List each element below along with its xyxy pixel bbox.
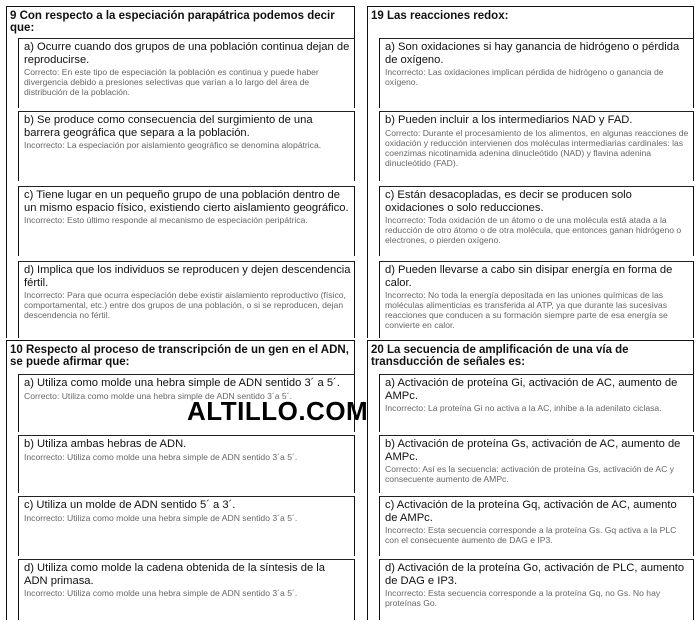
option-text: c) Están desacopladas, es decir se producen solo oxidaciones o solo reducciones. bbox=[385, 189, 632, 214]
option-feedback: Incorrecto: Esta secuencia corresponde a la proteína Gs. Gq activa a la PLC con el consecuente aumento de DAG e IP3. bbox=[385, 525, 677, 545]
question-10-option-c[interactable] bbox=[6, 496, 355, 556]
option-feedback: Incorrecto: Toda oxidación de un átomo o de una molécula está atada a la reducción de otro átomo o de otra molécula, que entonces ganan hidrógeno o electrones, o pierden oxígeno. bbox=[385, 215, 682, 245]
question-9-title-text: 9 Con respecto a la especiación parapátrica podemos decir que: bbox=[10, 10, 335, 34]
question-10-option-d[interactable] bbox=[6, 559, 355, 620]
option-feedback: Incorrecto: No toda la energía depositada en las uniones químicas de las moléculas alimenticias es transferida al ATP, ya que durante las sucesivas reacciones que conducen a su formación siempre parte de esa energía se convierte en calor. bbox=[385, 290, 668, 330]
option-feedback: Incorrecto: Las oxidaciones implican pérdida de hidrógeno o ganancia de oxígeno. bbox=[385, 67, 664, 87]
option-feedback: Correcto: Durante el procesamiento de los alimentos, en algunas reacciones de oxidación y reducción intervienen dos moléculas intermediarias cardinales: las coenzimas nicotinamida adenina dinucleótido (NAD) y flavina adenina dinucleótido (FAD). bbox=[385, 127, 689, 168]
option-text: b) Se produce como consecuencia del surgimiento de una barrera geográfica que separa a la población. bbox=[24, 114, 313, 139]
option-text: c) Tiene lugar en un pequeño grupo de una población dentro de un mismo espacio físico, existiendo cierto aislamiento geográfico. bbox=[24, 189, 349, 214]
option-text: c) Activación de la proteína Gq, activación de AC, aumento de AMPc. bbox=[385, 499, 677, 524]
option-text: a) Son oxidaciones si hay ganancia de hidrógeno o pérdida de oxígeno. bbox=[385, 41, 680, 66]
option-feedback: Incorrecto: Esta secuencia corresponde a la proteína Gq, no Gs. No hay proteínas Go. bbox=[385, 588, 661, 608]
option-text: a) Ocurre cuando dos grupos de una población continua dejan de reproducirse. bbox=[24, 41, 350, 66]
question-19-option-d[interactable] bbox=[367, 261, 694, 338]
option-text: c) Utiliza un molde de ADN sentido 5´ a 3´. bbox=[24, 499, 236, 511]
question-20-title bbox=[367, 340, 694, 374]
option-text: b) Pueden incluir a los intermediarios NAD y FAD. bbox=[385, 114, 633, 126]
question-9-option-a[interactable] bbox=[6, 38, 355, 108]
option-text: d) Activación de la proteína Go, activación de PLC, aumento de DAG e IP3. bbox=[385, 562, 685, 587]
option-feedback: Incorrecto: Esto último responde al mecanismo de especiación peripátrica. bbox=[24, 215, 308, 225]
question-19-title-text: 19 Las reacciones redox: bbox=[371, 10, 509, 22]
option-feedback: Correcto: En este tipo de especiación la población es continua y puede haber divergencia debido a presiones selectivas que varían a lo largo del área de distribución de la población. bbox=[24, 67, 319, 97]
option-text: b) Utiliza ambas hebras de ADN. bbox=[24, 438, 187, 450]
option-feedback: Correcto: Utiliza como molde una hebra simple de ADN sentido 3´a 5´. bbox=[24, 390, 292, 401]
question-20-title-text: 20 La secuencia de amplificación de una vía de transducción de señales es: bbox=[371, 344, 629, 368]
question-9-option-b[interactable] bbox=[6, 111, 355, 181]
option-feedback: Incorrecto: Utiliza como molde una hebra simple de ADN sentido 3´a 5´. bbox=[24, 512, 298, 523]
option-text: b) Activación de proteína Gs, activación de AC, aumento de AMPc. bbox=[385, 438, 681, 463]
exam-page bbox=[6, 6, 694, 626]
question-19-title bbox=[367, 6, 694, 38]
option-text: a) Activación de proteína Gi, activación de AC, aumento de AMPc. bbox=[385, 377, 678, 402]
question-20-option-a[interactable] bbox=[367, 374, 694, 432]
option-feedback: Incorrecto: La especiación por aislamiento geográfico se denomina alopátrica. bbox=[24, 140, 322, 150]
question-20-option-c[interactable] bbox=[367, 496, 694, 556]
question-9-option-c[interactable] bbox=[6, 186, 355, 256]
question-10-title-text: 10 Respecto al proceso de transcripción de un gen en el ADN, se puede afirmar que: bbox=[10, 344, 349, 368]
option-feedback: Incorrecto: Utiliza como molde una hebra simple de ADN sentido 3´a 5´. bbox=[24, 451, 298, 462]
question-10-option-b[interactable] bbox=[6, 435, 355, 493]
option-feedback: Incorrecto: Utiliza como molde una hebra simple de ADN sentido 3´a 5´. bbox=[24, 588, 298, 598]
option-feedback: Incorrecto: La proteína Gi no activa a la AC, inhibe a la adenilato ciclasa. bbox=[385, 403, 662, 413]
question-9-option-d[interactable] bbox=[6, 261, 355, 338]
option-feedback: Incorrecto: Para que ocurra especiación debe existir aislamiento reproductivo (físico, comportamental, etc.) entre dos grupos de una población, o si se reproducen, dejan descendencia no fértil. bbox=[24, 290, 346, 320]
question-20-option-d[interactable] bbox=[367, 559, 694, 620]
watermark-text: ALTILLO.COM bbox=[187, 396, 369, 426]
question-20-option-b[interactable] bbox=[367, 435, 694, 493]
option-text: a) Utiliza como molde una hebra simple de ADN sentido 3´ a 5´. bbox=[24, 377, 340, 389]
question-19-option-c[interactable] bbox=[367, 186, 694, 256]
question-19-option-b[interactable] bbox=[367, 111, 694, 181]
question-10-title bbox=[6, 340, 355, 374]
option-text: d) Pueden llevarse a cabo sin disipar energía en forma de calor. bbox=[385, 264, 673, 289]
question-9-title bbox=[6, 6, 355, 38]
option-text: d) Implica que los individuos se reproducen y dejen descendencia fértil. bbox=[24, 264, 351, 289]
option-feedback: Correcto: Así es la secuencia: activación de proteína Gs, activación de AC y consecuente aumento de AMPc. bbox=[385, 464, 674, 484]
question-19-option-a[interactable] bbox=[367, 38, 694, 108]
option-text: d) Utiliza como molde la cadena obtenida de la síntesis de la ADN primasa. bbox=[24, 562, 325, 587]
